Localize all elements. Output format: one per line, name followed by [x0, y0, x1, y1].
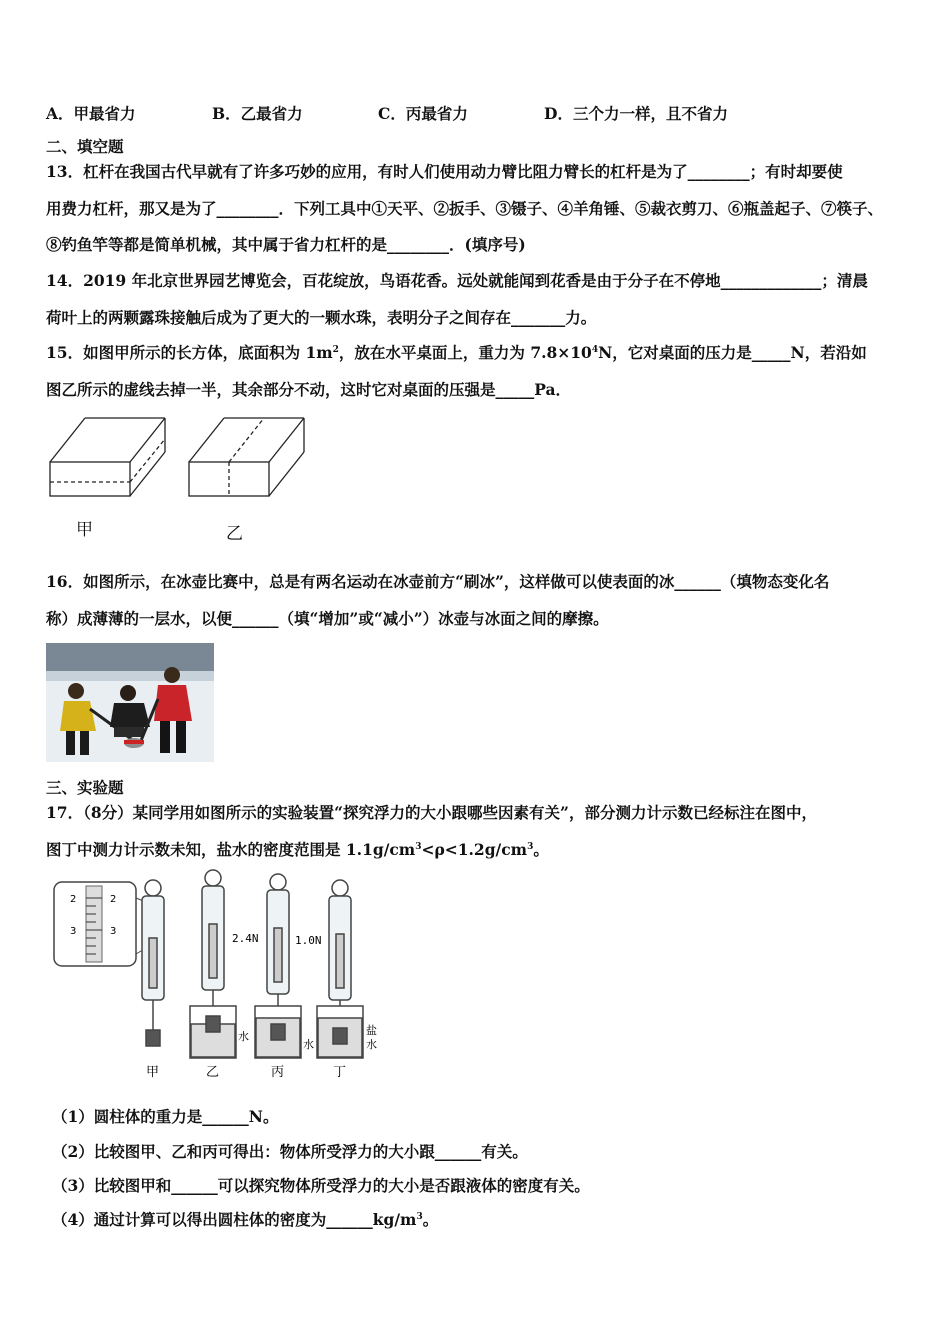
label-yi: 乙: [206, 1065, 220, 1080]
q17-sub3: （3）比较图甲和______可以探究物体所受浮力的大小是否跟液体的密度有关。: [52, 1176, 590, 1195]
q13-line1: 13．杠杆在我国古代早就有了许多巧妙的应用，有时人们使用动力臂比阻力臂长的杠杆是为了________；有时却要使: [46, 162, 843, 181]
box-jia: [50, 418, 165, 496]
label-bing: 丙: [271, 1065, 285, 1080]
section-experiment-title: 三、实验题: [46, 778, 124, 797]
fig-label-yi: 乙: [226, 524, 243, 544]
q13-line2: 用费力杠杆，那又是为了________．下列工具中①天平、②扳手、③镊子、④羊角锤、⑤裁衣剪刀、⑥瓶盖起子、⑦筷子、: [46, 199, 884, 218]
label-water-yi: 水: [238, 1030, 249, 1043]
q14-line2: 荷叶上的两颗露珠接触后成为了更大的一颗水珠，表明分子之间存在_______力。: [46, 308, 597, 327]
q13-line3: ⑧钓鱼竿等都是简单机械，其中属于省力杠杆的是________．(填序号): [46, 235, 526, 254]
box-yi: [189, 418, 304, 496]
q17-sub2: （2）比较图甲、乙和丙可得出：物体所受浮力的大小跟______有关。: [52, 1142, 528, 1161]
q15-line1: 15．如图甲所示的长方体，底面积为 $1m^2$，放在水平桌面上，重力为 $7.8\times 10^4N$，它对桌面的压力是_____N，若沿如: [46, 343, 867, 362]
label-salt-water: 水: [366, 1038, 377, 1051]
scale-mark-2: 2: [70, 894, 77, 905]
curling-photo: [46, 643, 214, 762]
label-jia: 甲: [146, 1065, 160, 1080]
q16-line2: 称）成薄薄的一层水，以便______（填“增加”或“减小”）冰壶与冰面之间的摩擦。: [46, 609, 609, 628]
scale-mark-3: 3: [70, 926, 77, 937]
reading-bing: 1.0N: [295, 934, 322, 947]
spring-scale-jia: [142, 880, 164, 1046]
spring-scale-bing: [255, 874, 301, 1058]
fig-label-jia: 甲: [76, 520, 93, 540]
q14-line1: 14．2019 年北京世界园艺博览会，百花绽放，鸟语花香。远处就能闻到花香是由于分子在不停地_____________；清晨: [46, 271, 868, 290]
scale-mark-2-right: 2: [110, 894, 117, 905]
spring-scale-yi: [190, 870, 236, 1058]
q17-line1: 17．（8分）某同学用如图所示的实验装置“探究浮力的大小跟哪些因素有关”，部分测力计示数已经标注在图中，: [46, 803, 817, 822]
option-b: B．乙最省力: [212, 104, 303, 123]
q15-line2: 图乙所示的虚线去掉一半，其余部分不动，这时它对桌面的压强是_____Pa．: [46, 380, 572, 399]
section-fill-title: 二、填空题: [46, 137, 124, 156]
option-d: D．三个力一样，且不省力: [544, 104, 728, 123]
q17-apparatus-figure: [50, 868, 390, 1083]
option-a: A．甲最省力: [46, 104, 136, 123]
q16-line1: 16．如图所示，在冰壶比赛中，总是有两名运动在冰壶前方“刷冰”，这样做可以使表面的冰______（填物态变化名: [46, 572, 830, 591]
label-salt: 盐: [366, 1024, 377, 1037]
label-water-bing: 水: [303, 1038, 314, 1051]
spring-scale-ding: [317, 880, 363, 1058]
q17-sub1: （1）圆柱体的重力是______N。: [52, 1107, 279, 1126]
label-ding: 丁: [333, 1065, 347, 1080]
option-c: C．丙最省力: [378, 104, 468, 123]
magnified-scale: [54, 882, 146, 966]
reading-yi: 2.4N: [232, 932, 259, 945]
scale-mark-3-right: 3: [110, 926, 117, 937]
q17-sub4: （4）通过计算可以得出圆柱体的密度为$\_\_\_\_\_\_kg/m^3$。: [52, 1210, 439, 1229]
q17-line2: 图丁中测力计示数未知，盐水的密度范围是 $1.1g/cm^3<\rho<1.2g/cm^3$。: [46, 840, 549, 859]
